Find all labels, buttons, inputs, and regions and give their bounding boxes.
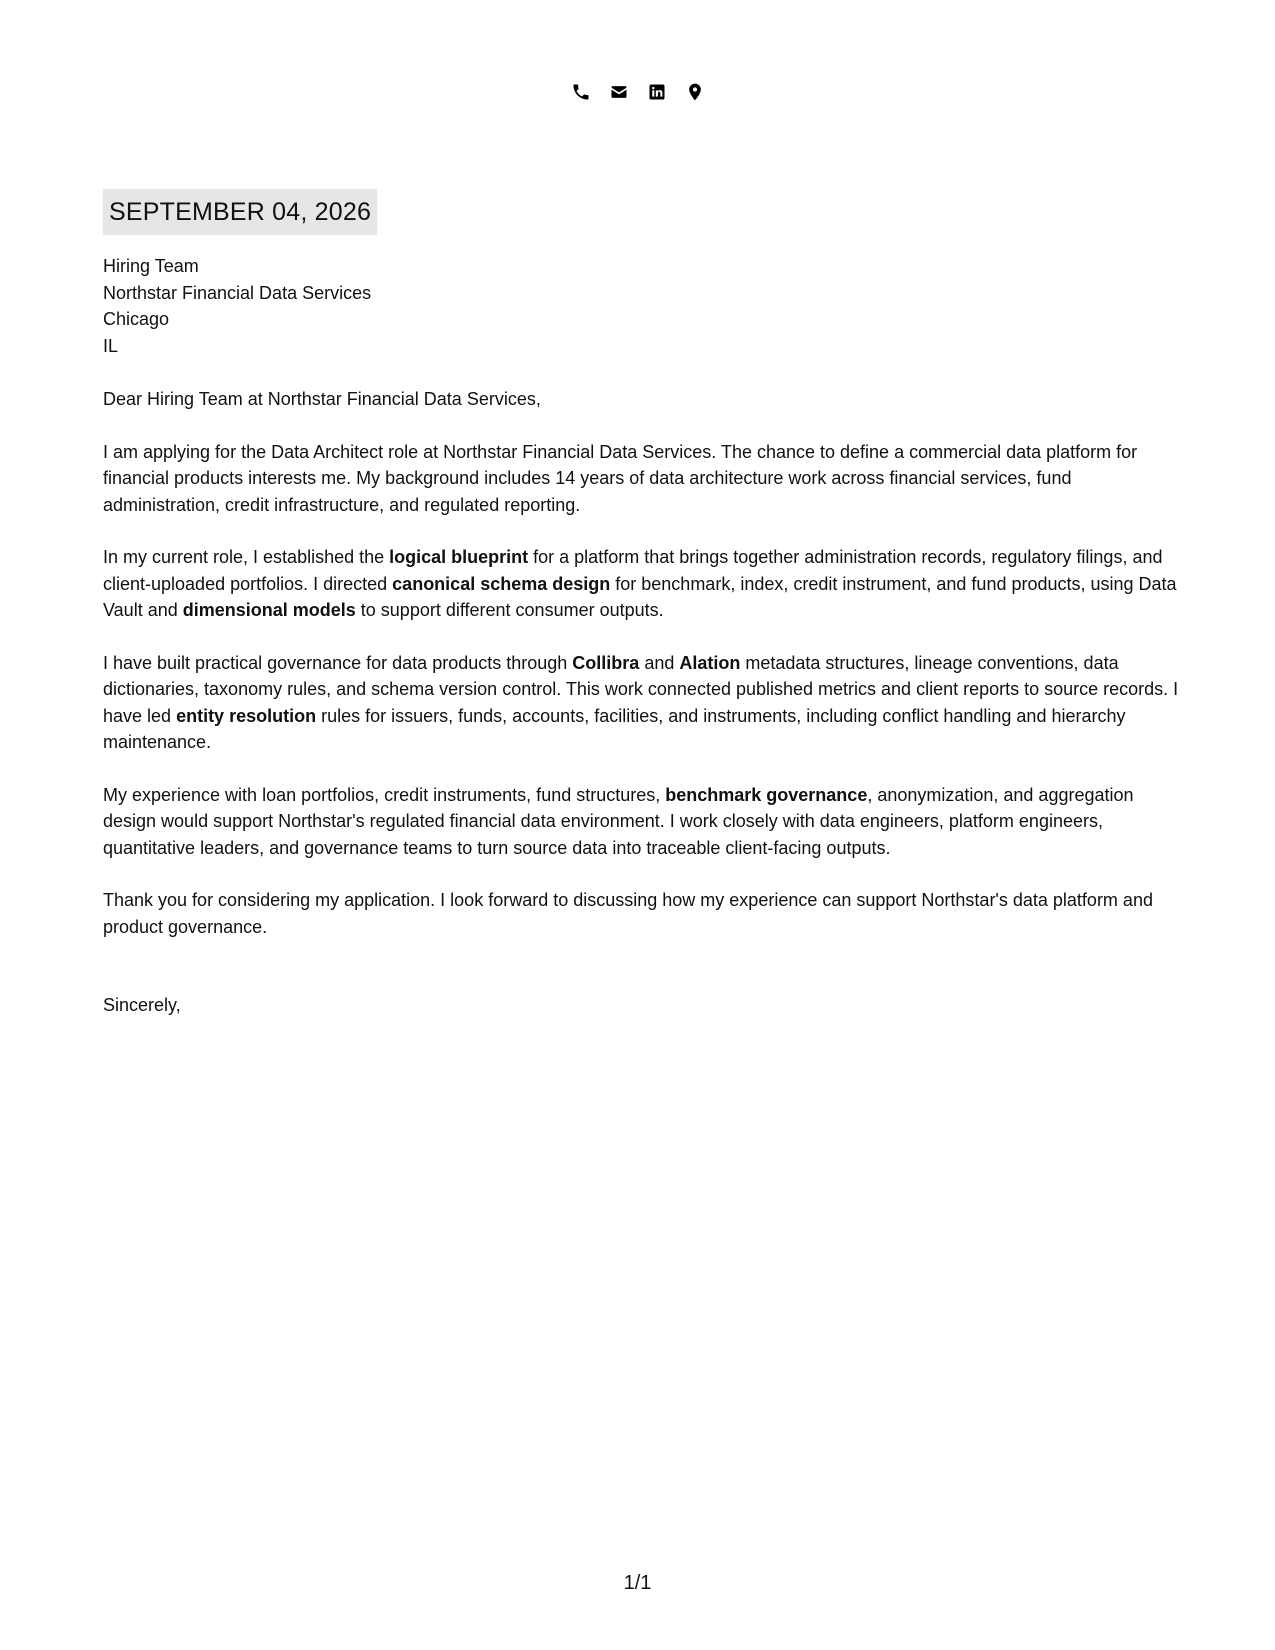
linkedin-icon[interactable]	[647, 82, 667, 102]
recipient-company: Northstar Financial Data Services	[103, 282, 372, 303]
paragraph-thanks	[103, 887, 1188, 940]
emphasis-text: logical blueprint	[389, 547, 529, 567]
paragraph-text: I have built practical governance for data products through	[103, 652, 573, 673]
envelope-icon[interactable]	[609, 82, 629, 102]
paragraph-text: for a platform that brings together administration records, regulatory filings, and client-uploaded portfolios. I directed	[103, 547, 1163, 594]
emphasis-text: canonical schema design	[392, 573, 611, 594]
paragraph-intro	[103, 439, 1188, 519]
emphasis-text: entity resolution	[176, 705, 317, 726]
map-pin-icon[interactable]	[685, 82, 705, 102]
closing: Sincerely,	[103, 995, 181, 1015]
recipient-state: IL	[103, 335, 119, 356]
paragraph-text: to support different consumer outputs.	[355, 600, 664, 620]
letter-body	[103, 253, 1188, 1019]
paragraph-text: In my current role, I established the	[103, 547, 390, 567]
paragraph-current-role	[103, 544, 1188, 624]
emphasis-text: benchmark governance	[665, 784, 868, 805]
letter-date: SEPTEMBER 04, 2026	[103, 189, 377, 235]
paragraph-text: for benchmark, index, credit instrument, and fund products, using Data Vault and	[103, 573, 1177, 620]
paragraph-experience	[103, 782, 1188, 862]
emphasis-text: Collibra	[572, 652, 640, 673]
paragraph-text: and	[639, 652, 680, 673]
recipient-team: Hiring Team	[103, 256, 199, 276]
contact-bar	[0, 80, 1275, 104]
phone-icon[interactable]	[571, 82, 591, 102]
emphasis-text: Alation	[679, 652, 741, 673]
paragraph-text: , anonymization, and aggregation design would support Northstar's regulated financial data environment. I work closely with data engineers, platform engineers, quantitative leaders, and governance teams to turn source data into traceable client-facing outputs.	[103, 784, 1134, 858]
paragraph-text: My experience with loan portfolios, credit instruments, fund structures,	[103, 784, 666, 805]
emphasis-text: dimensional models	[182, 600, 356, 620]
paragraph-text: I am applying for the Data Architect role at Northstar Financial Data Services. The chance to define a commercial data platform for financial products interests me. My background includes 14 years of data architecture work across financial services, fund administration, credit infrastructure, and regulated reporting.	[103, 441, 1138, 515]
paragraph-text: rules for issuers, funds, accounts, facilities, and instruments, including conflict handling and hierarchy maintenance.	[103, 705, 1126, 752]
recipient-address	[103, 253, 1188, 359]
paragraph-text: metadata structures, lineage conventions, data dictionaries, taxonomy rules, and schema version control. This work connected published metrics and client reports to source records. I have led	[103, 652, 1179, 726]
recipient-city: Chicago	[103, 309, 170, 329]
paragraph-governance	[103, 650, 1188, 756]
page-number: 1/1	[623, 1572, 652, 1594]
paragraph-text: Thank you for considering my application. I look forward to discussing how my experience can support Northstar's data platform and product governance.	[103, 890, 1153, 937]
salutation: Dear Hiring Team at Northstar Financial Data Services,	[103, 389, 541, 409]
